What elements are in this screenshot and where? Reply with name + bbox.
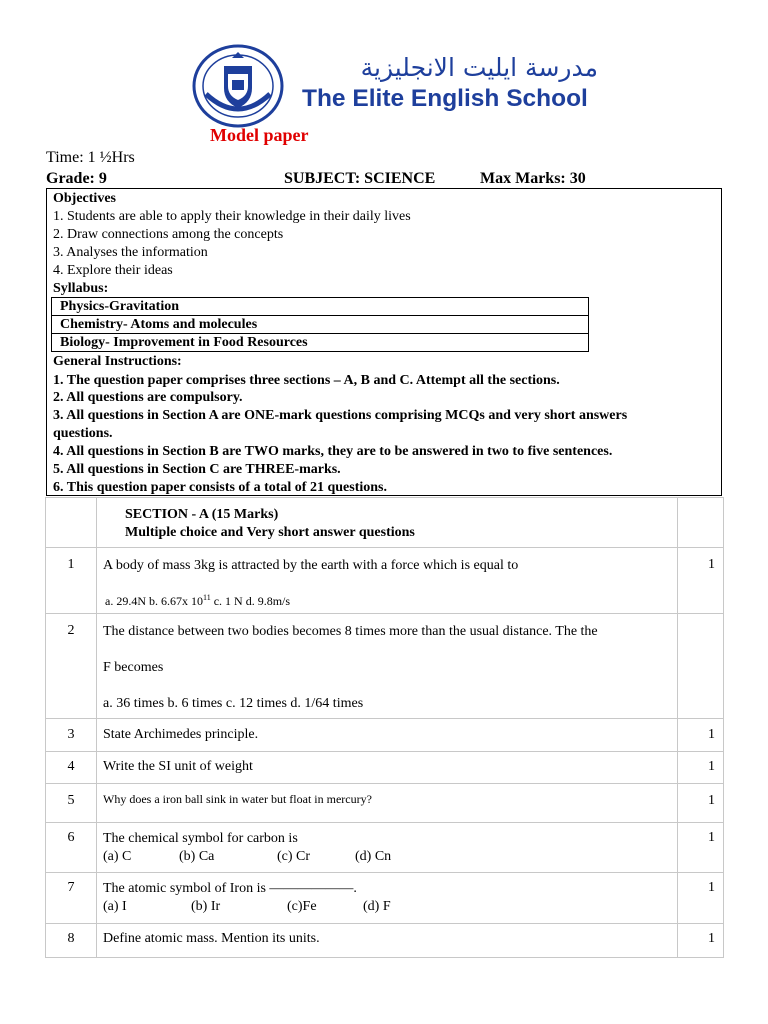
question-marks: 1 [678, 784, 724, 823]
instruction-item: 1. The question paper comprises three sections – A, B and C. Attempt all the sections. [53, 373, 560, 388]
question-text-cell [97, 924, 678, 958]
option-c: (c) Cr [277, 849, 311, 864]
section-a-title: SECTION - A (15 Marks) [125, 507, 279, 522]
objective-item: 3. Analyses the information [53, 245, 208, 260]
objective-item: 4. Explore their ideas [53, 263, 173, 278]
grade-subject-line [46, 169, 602, 189]
question-options: a. 36 times b. 6 times c. 12 times d. 1/64 times [103, 696, 364, 711]
option-text: c. 1 N d. 9.8m/s [210, 594, 291, 608]
syllabus-heading: Syllabus: [53, 281, 109, 296]
syllabus-item: Chemistry- Atoms and molecules [52, 316, 589, 334]
table-row [46, 873, 724, 924]
instruction-item: 2. All questions are compulsory. [53, 390, 243, 405]
school-name-arabic: مدرسة ايليت الانجليزية [360, 53, 598, 82]
max-marks-label: Max Marks: 30 [480, 170, 586, 187]
objective-item: 1. Students are able to apply their knowledge in their daily lives [53, 209, 411, 224]
question-number: 1 [46, 548, 97, 614]
objective-item: 2. Draw connections among the concepts [53, 227, 284, 242]
question-text: The chemical symbol for carbon is [103, 831, 298, 846]
question-text-cell [97, 823, 678, 873]
table-cell [678, 498, 724, 548]
question-number: 8 [46, 924, 97, 958]
question-marks: 1 [678, 873, 724, 924]
question-number: 2 [46, 614, 97, 719]
exam-time: Time: 1 ½Hrs [46, 149, 135, 166]
instruction-item: 3. All questions in Section A are ONE-mark questions comprising MCQs and very short answers [53, 408, 628, 423]
question-marks: 1 [678, 924, 724, 958]
objectives-heading: Objectives [53, 191, 116, 206]
question-marks: 1 [678, 548, 724, 614]
option-c: (c)Fe [287, 899, 317, 914]
option-superscript: 11 [203, 593, 211, 602]
question-marks: 1 [678, 823, 724, 873]
question-number: 7 [46, 873, 97, 924]
question-marks: 1 [678, 719, 724, 752]
option-d: (d) Cn [355, 849, 392, 864]
question-text: Why does a iron ball sink in water but float in mercury? [103, 792, 372, 806]
grade-label: Grade: 9 [46, 170, 107, 187]
question-marks: 1 [678, 752, 724, 784]
instruction-item: questions. [53, 426, 113, 441]
table-cell [46, 498, 97, 548]
question-text-cell [97, 719, 678, 752]
option-b: (b) Ir [191, 899, 221, 914]
question-text-cell [97, 614, 678, 719]
option-a: (a) I [103, 899, 127, 914]
table-row [46, 548, 724, 614]
instruction-item: 5. All questions in Section C are THREE-marks. [53, 462, 341, 477]
instructions-heading: General Instructions: [53, 354, 182, 369]
questions-table [45, 497, 724, 958]
question-marks [678, 614, 724, 719]
question-options [103, 898, 677, 916]
question-text-cell [97, 784, 678, 823]
question-text: The distance between two bodies becomes 8 times more than the usual distance. The the [103, 624, 598, 639]
instruction-item: 4. All questions in Section B are TWO marks, they are to be answered in two to five sentences. [53, 444, 613, 459]
question-text-cell [97, 873, 678, 924]
option-d: (d) F [363, 899, 391, 914]
question-text-cell [97, 752, 678, 784]
table-row [46, 752, 724, 784]
question-text-cell [97, 548, 678, 614]
subject-label: SUBJECT: SCIENCE [284, 170, 436, 187]
option-a: (a) C [103, 849, 132, 864]
instruction-item: 6. This question paper consists of a total of 21 questions. [53, 480, 387, 495]
question-text: State Archimedes principle. [103, 727, 259, 742]
question-number: 4 [46, 752, 97, 784]
question-number: 6 [46, 823, 97, 873]
question-options [103, 589, 677, 610]
table-row [46, 823, 724, 873]
syllabus-item: Biology- Improvement in Food Resources [52, 334, 589, 352]
school-name: The Elite English School [302, 85, 588, 112]
table-row [46, 614, 724, 719]
question-number: 5 [46, 784, 97, 823]
question-line: F becomes [103, 660, 164, 675]
question-text: Define atomic mass. Mention its units. [103, 931, 320, 946]
objectives-box [46, 188, 722, 496]
section-a-heading [97, 498, 678, 548]
table-row [46, 924, 724, 958]
table-row [46, 784, 724, 823]
syllabus-item: Physics-Gravitation [52, 298, 589, 316]
question-number: 3 [46, 719, 97, 752]
table-row [46, 719, 724, 752]
option-b: (b) Ca [179, 849, 215, 864]
section-header-row [46, 498, 724, 548]
section-a-subtitle: Multiple choice and Very short answer questions [125, 525, 415, 540]
school-crest-icon [192, 44, 284, 128]
question-text: The atomic symbol of Iron is ——————. [103, 881, 357, 896]
syllabus-table [51, 297, 589, 352]
question-text: Write the SI unit of weight [103, 759, 253, 774]
option-text: a. 29.4N b. 6.67x 10 [105, 594, 203, 608]
paper-title: Model paper [210, 125, 309, 145]
question-options [103, 848, 677, 866]
question-text: A body of mass 3kg is attracted by the earth with a force which is equal to [103, 558, 519, 573]
